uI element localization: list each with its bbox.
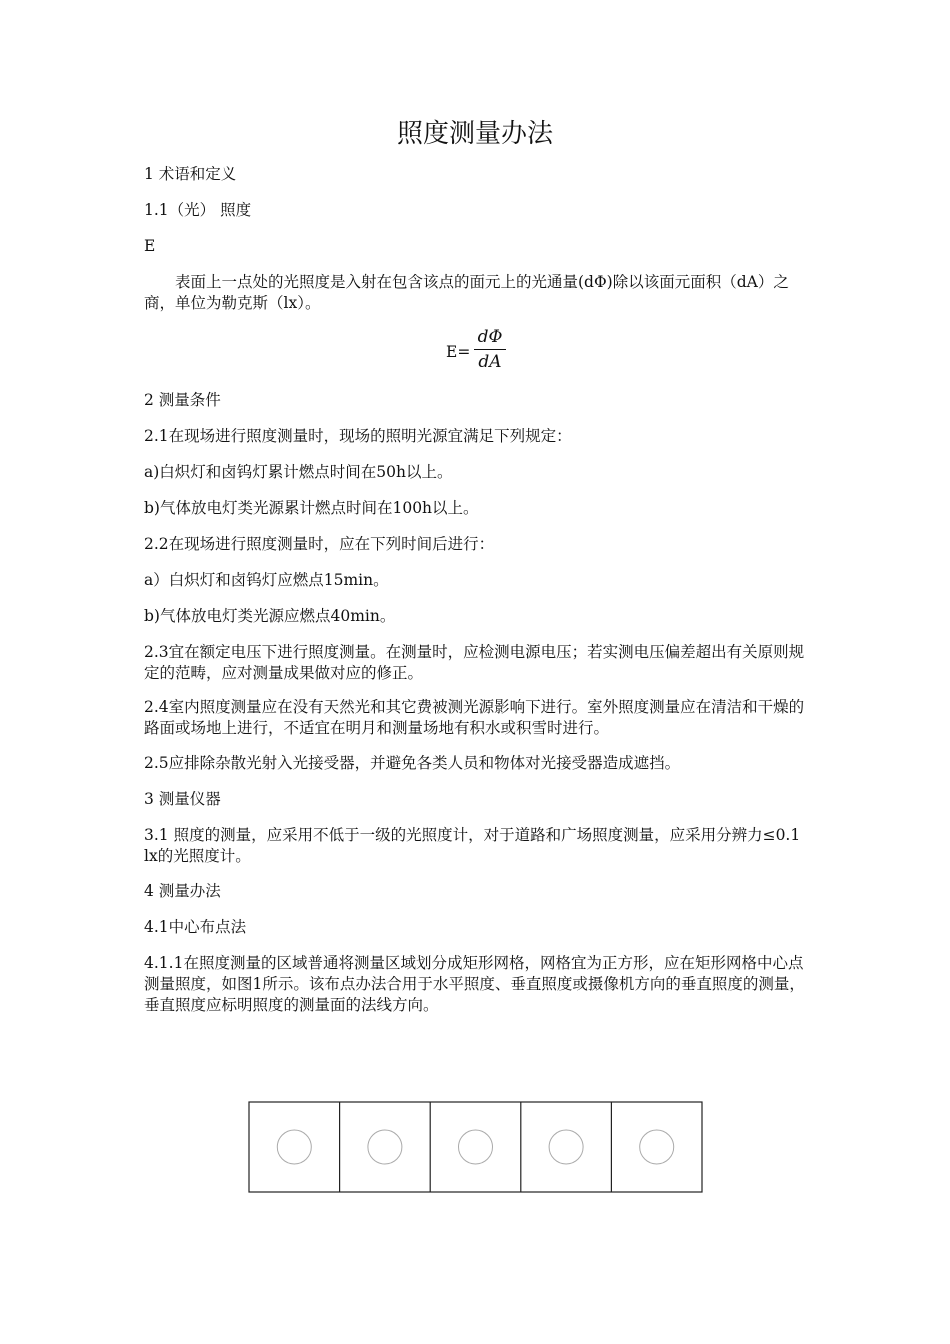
document-title: 照度测量办法 [396,119,553,149]
section-3-heading: 3 测量仪器 [144,790,221,808]
measurement-point [368,1130,402,1164]
clause-2-2: 2.2在现场进行照度测量时，应在下列时间后进行： [144,535,495,553]
clause-2-1-b: b)气体放电灯类光源累计燃点时间在100h以上。 [144,499,479,517]
clause-2-1-a: a)白炽灯和卤钨灯累计燃点时间在50h以上。 [144,463,453,481]
clause-2-2-b: b)气体放电灯类光源应燃点40min。 [144,607,396,625]
formula-denominator: dA [478,352,502,372]
grid-outline [249,1102,702,1192]
clause-2-4: 2.4室内照度测量应在没有天然光和其它费被测光源影响下进行。室外照度测量应在清洁和干燥的路面或场地上进行，不适宜在明月和测量场地有积水或积雪时进行。 [144,698,805,737]
formula-lhs: E= [446,343,471,361]
clause-2-5: 2.5应排除杂散光射入光接受器，并避免各类人员和物体对光接受器造成遮挡。 [144,754,681,772]
formula-numerator: dΦ [477,327,503,347]
fraction-bar [474,349,506,350]
section-2-heading: 2 测量条件 [144,391,221,409]
clause-2-2-a: a）白炽灯和卤钨灯应燃点15min。 [144,571,389,589]
term-1-1-heading: 1.1（光） 照度 [144,201,252,219]
clause-3-1: 3.1 照度的测量，应采用不低于一级的光照度计，对于道路和广场照度测量，应采用分辨力≤0.1 lx的光照度计。 [144,826,801,865]
measurement-point [277,1130,311,1164]
formula-fraction [474,326,506,373]
grid-figure [248,1101,704,1195]
section-4-heading: 4 测量办法 [144,882,221,900]
clause-2-3: 2.3宜在额定电压下进行照度测量。在测量时，应检测电源电压；若实测电压偏差超出有关原则规定的范畴，应对测量成果做对应的修正。 [144,643,805,682]
clause-2-1: 2.1在现场进行照度测量时，现场的照明光源宜满足下列规定： [144,427,572,445]
section-1-heading: 1 术语和定义 [144,165,237,183]
term-symbol: E [144,237,156,255]
measurement-point [459,1130,493,1164]
definition-paragraph: 表面上一点处的光照度是入射在包含该点的面元上的光通量(dΦ)除以该面元面积（dA）之商，单位为勒克斯（lx）。 [144,273,789,312]
measurement-point [640,1130,674,1164]
clause-4-1-1: 4.1.1在照度测量的区域普通将测量区域划分成矩形网格，网格宜为正方形，应在矩形网格中心点测量照度，如图1所示。该布点办法合用于水平照度、垂直照度或摄像机方向的垂直照度的测量，垂直照度应标明照度的测量面的法线方向。 [144,954,805,1014]
measurement-point [549,1130,583,1164]
clause-4-1-heading: 4.1中心布点法 [144,918,247,936]
